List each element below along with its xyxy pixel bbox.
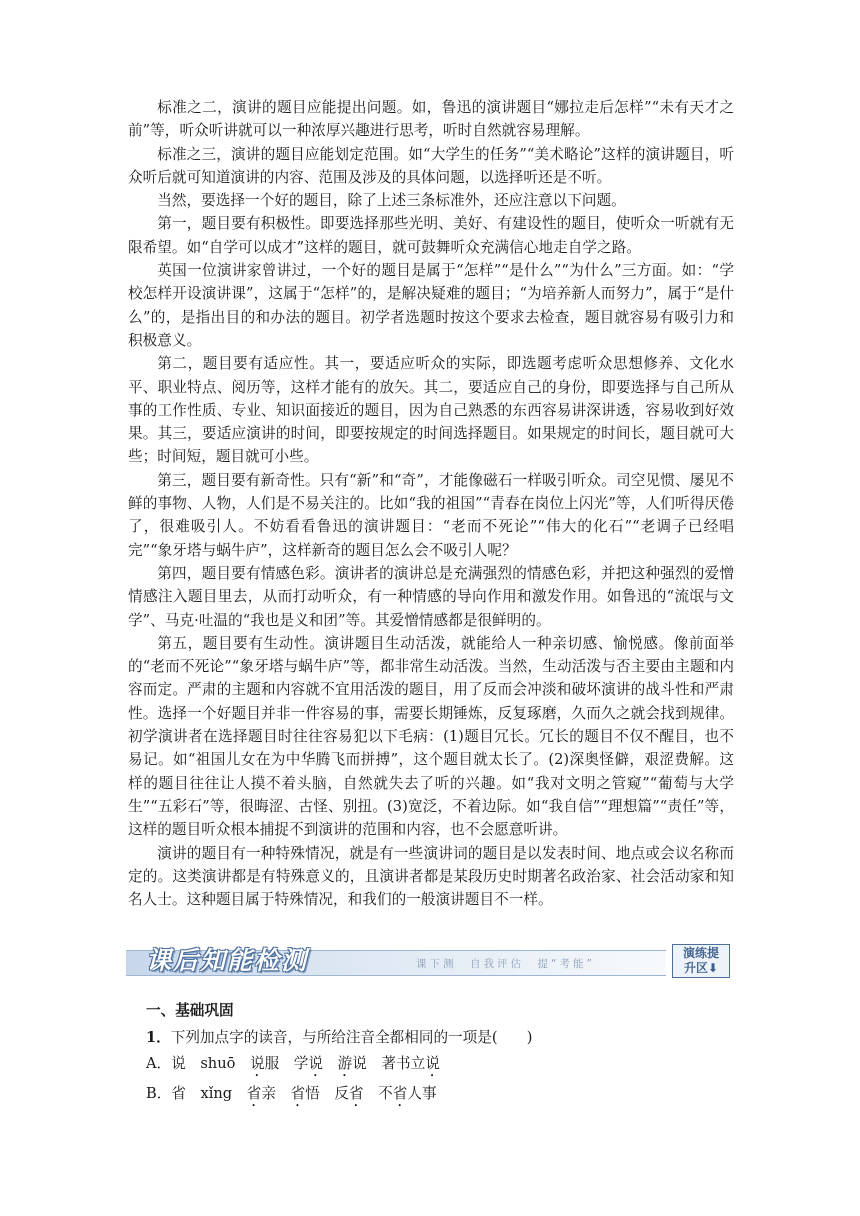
paragraph: 英国一位演讲家曾讲过，一个好的题目是属于“怎样”“是什么”“为什么”三方面。如：“学校怎样开设演讲课”，这属于“怎样”的，是解决疑难的题目；“为培养新人而努力”，属于“是什么”的，是指出目的和办法的题目。初学者选题时按这个要求去检查，题目就容易有吸引力和积极意义。 bbox=[128, 262, 734, 349]
section-title: 一、基础巩固 bbox=[146, 1002, 234, 1019]
paragraph: 第三，题目要有新奇性。只有“新”和“奇”，才能像磁石一样吸引听众。司空见惯、屡见不鲜的事物、人物，人们是不易关注的。比如“我的祖国”“青春在岗位上闪光”等，人们听得厌倦了，很难吸引人。不妨看看鲁迅的演讲题目：“老而不死论”“伟大的化石”“老调子已经唱完”“象牙塔与蜗牛庐”，这样新奇的题目怎么会不吸引人呢？ bbox=[128, 471, 734, 559]
option-text: 悟 反 bbox=[305, 1085, 349, 1102]
banner-badge bbox=[672, 944, 730, 978]
paragraph: 第一，题目要有积极性。即要选择那些光明、美好、有建设性的题目，使听众一听就有无限希望。如“自学可以成才”这样的题目，就可鼓舞听众充满信心地走自学之路。 bbox=[128, 215, 734, 256]
option-text: 亲 bbox=[261, 1085, 291, 1102]
dotted-char: 省 bbox=[246, 1085, 262, 1102]
dotted-char: 说 游 bbox=[308, 1055, 353, 1072]
option-b-items bbox=[247, 1085, 437, 1102]
banner-title: 课后知能检测 bbox=[146, 946, 309, 975]
paragraph: 第五，题目要有生动性。演讲题目生动活泼，就能给人一种亲切感、愉悦感。像前面举的“老而不死论”“象牙塔与蜗牛庐”等，都非常生动活泼。当然，生动活泼与否主要由主题和内容而定。严肃的主题和内容就不宜用活泼的题目，用了反而会冲淡和破坏演讲的战斗性和严肃性。选择一个好题目并非一件容易的事，需要长期锤炼，反复琢磨，久而久之就会找到规律。初学演讲者在选择题目时往往容易犯以下毛病：(1)题目冗长。冗长的题目不仅不醒目，也不易记。如“祖国儿女在为中华腾飞而拼搏”，这个题目就太长了。(2)深奥怪僻，艰涩费解。这样的题目往往让人摸不着头脑，自然就失去了听的兴趣。如“我对文明之管窥”“葡萄与大学生”“五彩石”等，很晦涩、古怪、别扭。(3)宽泛，不着边际。如“我自信”“理想篇”“责任”等，这样的题目听众根本捕捉不到演讲的范围和内容，也不会愿意听讲。 bbox=[128, 634, 734, 839]
badge-line-1: 演练提 bbox=[682, 946, 719, 960]
option-text: 人事 bbox=[407, 1085, 437, 1102]
question-number: 1． bbox=[146, 1029, 171, 1046]
question-1 bbox=[146, 1026, 736, 1050]
option-a-label: A．说 shuō bbox=[146, 1055, 250, 1072]
dotted-char: 说 bbox=[425, 1055, 440, 1072]
option-text: 服 学 bbox=[264, 1055, 309, 1072]
option-a-items bbox=[250, 1055, 440, 1072]
paragraph: 第四，题目要有情感色彩。演讲者的演讲总是充满强烈的情感色彩，并把这种强烈的爱憎情感注入题目里去，从而打动听众，有一种情感的导向作用和激发作用。如鲁迅的“流氓与文学”、马克·吐温的“我也是义和团”等。其爱憎情感都是很鲜明的。 bbox=[128, 564, 734, 629]
paragraph: 标准之二，演讲的题目应能提出问题。如，鲁迅的演讲题目“娜拉走后怎样”“未有天才之前”等，听众听讲就可以一种浓厚兴趣进行思考，听时自然就容易理解。 bbox=[128, 99, 734, 140]
question-text: 下列加点字的读音，与所给注音全都相同的一项是( ) bbox=[170, 1029, 533, 1046]
dotted-char: 省 bbox=[392, 1085, 408, 1102]
paragraph: 演讲的题目有一种特殊情况，就是有一些演讲词的题目是以发表时间、地点或会议名称而定的。这类演讲都是有特殊意义的，且演讲者都是某段历史时期著名政治家、社会活动家和知名人士。这种题目属于特殊情况，和我们的一般演讲题目不一样。 bbox=[128, 844, 734, 909]
paragraph: 标准之三，演讲的题目应能划定范围。如“大学生的任务”“美术略论”这样的演讲题目，听众听后就可知道演讲的内容、范围及涉及的具体问题，以选择听还是不听。 bbox=[128, 145, 734, 186]
badge-line-2: 升区⬇ bbox=[683, 961, 719, 975]
section-banner bbox=[126, 942, 736, 980]
option-a[interactable] bbox=[146, 1050, 736, 1080]
dotted-char: 省 bbox=[348, 1085, 364, 1102]
option-b-label: B．省 xǐng bbox=[146, 1085, 247, 1102]
dotted-char: 省 bbox=[290, 1085, 306, 1102]
option-text: 说 著书立 bbox=[352, 1055, 426, 1072]
paragraph: 当然，要选择一个好的题目，除了上述三条标准外，还应注意以下问题。 bbox=[157, 192, 626, 210]
article-body bbox=[128, 96, 734, 911]
option-b[interactable] bbox=[146, 1080, 736, 1110]
paragraph: 第二，题目要有适应性。其一，要适应听众的实际，即选题考虑听众思想修养、文化水平、职业特点、阅历等，这样才能有的放矢。其二，要适应自己的身份，即要选择与自己所从事的工作性质、专业、知识面接近的题目，因为自己熟悉的东西容易讲深讲透，容易收到好效果。其三，要适应演讲的时间，即要按规定的时间选择题目。如果规定的时间长，题目就可大些；时间短，题目就可小些。 bbox=[128, 355, 734, 466]
option-text: 不 bbox=[363, 1085, 393, 1102]
dotted-char: 说 bbox=[250, 1055, 265, 1072]
exercise-section bbox=[146, 1000, 736, 1110]
banner-subtitle: 课下测 自我评估 提“考能” bbox=[416, 958, 595, 970]
